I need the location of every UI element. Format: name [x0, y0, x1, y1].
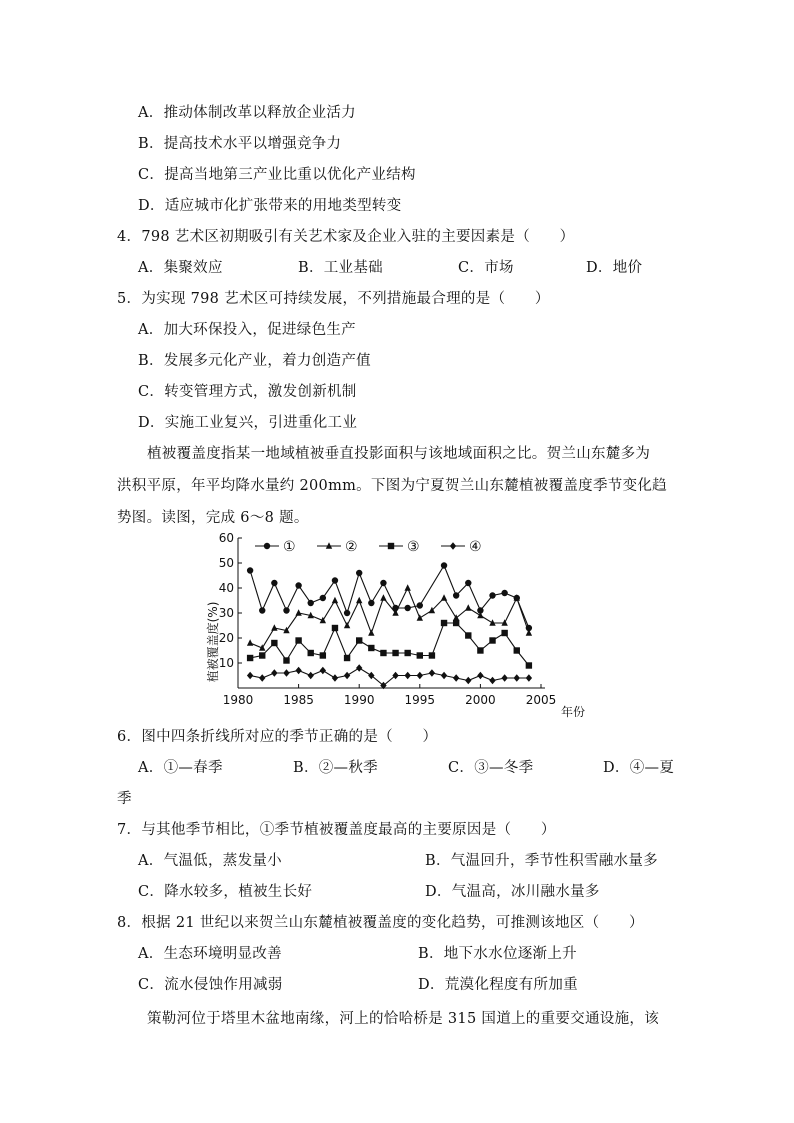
chart-legend: [255, 539, 482, 555]
series-2-point: [441, 594, 447, 600]
series-4-point: [453, 674, 459, 682]
series-1-point: [308, 600, 314, 606]
series-4-point: [283, 669, 289, 677]
passage-line-2: 洪积平原，年平均降水量约 200mm。下图为宁夏贺兰山东麓植被覆盖度季节变化趋: [117, 478, 667, 494]
q7-option-b: B．气温回升，季节性积雪融水量多: [425, 853, 658, 869]
series-4-point: [332, 674, 338, 682]
series-1-point: [283, 607, 289, 613]
q7-option-c: C．降水较多，植被生长好: [138, 884, 313, 900]
x-tick-label: 1985: [283, 693, 314, 707]
x-tick-label: 1980: [222, 693, 254, 707]
series-3-point: [247, 655, 253, 661]
series-1-point: [501, 590, 507, 596]
series-4-point: [295, 667, 301, 675]
series-3-point: [417, 652, 423, 658]
legend-marker: [388, 543, 394, 549]
series-3-point: [441, 620, 447, 626]
passage-line-3: 势图。读图，完成 6～8 题。: [117, 510, 309, 526]
series-1-point: [368, 600, 374, 606]
y-tick-label: 50: [218, 556, 234, 570]
q4-option-b: B．工业基础: [298, 260, 383, 276]
q3-option-a: A．推动体制改革以释放企业活力: [138, 105, 356, 121]
series-3-point: [356, 637, 362, 643]
x-tick-label: 1995: [404, 693, 436, 707]
series-2-point: [332, 597, 338, 603]
passage2-line-1: 策勒河位于塔里木盆地南缘，河上的恰哈桥是 315 国道上的重要交通设施，该: [147, 1011, 659, 1027]
series-3: [247, 620, 532, 669]
series-2-point: [465, 604, 471, 610]
series-3-point: [308, 650, 314, 656]
q5-option-d: D．实施工业复兴，引进重化工业: [138, 415, 358, 431]
q8-option-b: B．地下水水位逐渐上升: [418, 946, 577, 962]
series-1-point: [344, 610, 350, 616]
series-4-line: [250, 668, 529, 686]
q6-stem: 6．图中四条折线所对应的季节正确的是（ ）: [117, 729, 438, 745]
series-3-point: [526, 662, 532, 668]
series-4-point: [489, 677, 495, 685]
series-4-point: [514, 674, 520, 682]
series-3-point: [501, 630, 507, 636]
series-4-point: [501, 674, 507, 682]
series-4-point: [247, 672, 253, 680]
series-4-point: [308, 672, 314, 680]
q8-stem: 8．根据 21 世纪以来贺兰山东麓植被覆盖度的变化趋势，可推测该地区（ ）: [117, 915, 644, 931]
x-tick-label: 1990: [343, 693, 375, 707]
q6-option-d-continued: 季: [117, 791, 132, 807]
series-1-point: [295, 582, 301, 588]
q8-option-a: A．生态环境明显改善: [138, 946, 282, 962]
q3-option-d: D．适应城市化扩张带来的用地类型转变: [138, 198, 402, 214]
series-1-line: [250, 566, 529, 629]
q5-stem: 5．为实现 798 艺术区可持续发展，不列措施最合理的是（ ）: [117, 291, 550, 307]
series-2-point: [271, 624, 277, 630]
series-4-point: [344, 672, 350, 680]
series-3-point: [453, 620, 459, 626]
series-1-point: [489, 592, 495, 598]
legend-label: ①: [283, 539, 296, 555]
q5-option-c: C．转变管理方式，激发创新机制: [138, 384, 357, 400]
series-4-point: [465, 677, 471, 685]
series-4-point: [368, 672, 374, 680]
series-2-point: [344, 622, 350, 628]
series-2-point: [295, 609, 301, 615]
series-4-point: [404, 672, 410, 680]
series-4-point: [477, 672, 483, 680]
series-4-point: [271, 669, 277, 677]
q4-option-c: C．市场: [458, 260, 514, 276]
series-2-line: [250, 588, 529, 648]
series-1-point: [259, 607, 265, 613]
q6-option-a: A．①—春季: [138, 760, 223, 776]
q3-option-b: B．提高技术水平以增强竞争力: [138, 136, 342, 152]
q4-option-a: A．集聚效应: [138, 260, 223, 276]
series-2-point: [417, 614, 423, 620]
series-4-point: [429, 669, 435, 677]
x-tick-label: 2000: [465, 693, 496, 707]
series-4-point: [320, 667, 326, 675]
series-1-point: [441, 562, 447, 568]
series-4-point: [441, 672, 447, 680]
q6-option-c: C．③—冬季: [448, 760, 534, 776]
q6-option-d: D．④—夏: [603, 760, 675, 776]
legend-item-2: [317, 539, 358, 555]
series-3-point: [332, 625, 338, 631]
series-3-point: [489, 637, 495, 643]
series-4-point: [356, 664, 362, 672]
q8-option-d: D．荒漠化程度有所加重: [418, 977, 578, 993]
y-tick-label: 60: [218, 531, 234, 545]
series-3-point: [344, 655, 350, 661]
series-3-point: [368, 645, 374, 651]
series-1-point: [380, 580, 386, 586]
series-4-point: [526, 674, 532, 682]
series-1-point: [271, 580, 277, 586]
series-2-point: [404, 584, 410, 590]
series-3-point: [465, 632, 471, 638]
legend-marker: [264, 543, 270, 549]
series-1-point: [247, 567, 253, 573]
series-3-point: [404, 650, 410, 656]
q4-option-d: D．地价: [586, 260, 643, 276]
y-axis-label: 植被覆盖度(%): [206, 601, 220, 683]
series-3-point: [271, 640, 277, 646]
series-3-point: [514, 647, 520, 653]
q6-option-b: B．②—秋季: [293, 760, 378, 776]
series-1-point: [320, 595, 326, 601]
series-3-point: [320, 652, 326, 658]
x-tick-label: 2005: [525, 693, 557, 707]
series-2-point: [380, 594, 386, 600]
y-tick-label: 20: [218, 631, 234, 645]
series-2-point: [356, 597, 362, 603]
series-4-point: [417, 672, 423, 680]
legend-label: ②: [345, 539, 358, 555]
series-3-point: [477, 647, 483, 653]
y-tick-label: 10: [218, 656, 234, 670]
legend-item-3: [379, 539, 420, 555]
q8-option-c: C．流水侵蚀作用减弱: [138, 977, 283, 993]
q4-stem: 4．798 艺术区初期吸引有关艺术家及企业入驻的主要因素是（ ）: [117, 229, 575, 245]
series-3-point: [429, 652, 435, 658]
vegetation-cover-chart: [205, 530, 610, 730]
x-axis-label: 年份: [561, 705, 586, 719]
series-1-point: [356, 570, 362, 576]
series-3-line: [250, 623, 529, 666]
passage-line-1: 植被覆盖度指某一地域植被垂直投影面积与该地域面积之比。贺兰山东麓多为: [147, 446, 651, 462]
y-tick-label: 40: [218, 581, 234, 595]
legend-item-1: [255, 539, 296, 555]
series-1-point: [404, 605, 410, 611]
legend-label: ③: [407, 539, 420, 555]
legend-marker: [450, 542, 456, 550]
series-2-point: [247, 639, 253, 645]
series-3-point: [392, 650, 398, 656]
series-3-point: [283, 657, 289, 663]
q5-option-a: A．加大环保投入，促进绿色生产: [138, 322, 356, 338]
q7-option-a: A．气温低，蒸发量小: [138, 853, 282, 869]
q7-option-d: D．气温高，冰川融水量多: [425, 884, 600, 900]
y-tick-label: 30: [218, 606, 234, 620]
series-1-point: [465, 580, 471, 586]
series-1-point: [332, 577, 338, 583]
q3-option-c: C．提高当地第三产业比重以优化产业结构: [138, 167, 416, 183]
series-4-point: [259, 674, 265, 682]
legend-item-4: [441, 539, 482, 555]
q7-stem: 7．与其他季节相比，①季节植被覆盖度最高的主要原因是（ ）: [117, 822, 556, 838]
series-4-point: [392, 672, 398, 680]
series-1-point: [417, 602, 423, 608]
q5-option-b: B．发展多元化产业，着力创造产值: [138, 353, 371, 369]
series-3-point: [380, 650, 386, 656]
series-1-point: [453, 592, 459, 598]
series-3-point: [259, 652, 265, 658]
legend-label: ④: [469, 539, 482, 555]
series-2-point: [368, 629, 374, 635]
series-4: [247, 664, 532, 689]
series-3-point: [295, 637, 301, 643]
chart-series: [247, 562, 532, 689]
